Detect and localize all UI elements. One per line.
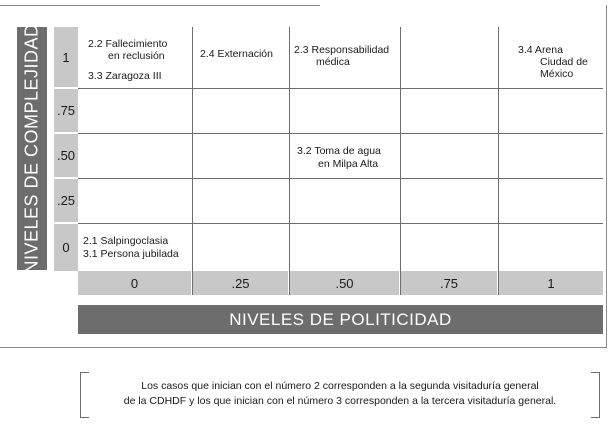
- y-level-050: .50: [54, 134, 78, 177]
- y-axis-title-text: NIVELES DE COMPLEJIDAD: [21, 23, 42, 274]
- grid-row-divider: [78, 223, 603, 224]
- footnote-line1: Los casos que inician con el número 2 corresponden a la segunda visitaduría general: [141, 380, 539, 392]
- frame-bottom-border: [0, 347, 607, 348]
- y-level-1: 1: [54, 27, 78, 87]
- grid-column-divider: [289, 27, 290, 295]
- x-level-075: .75: [401, 271, 497, 295]
- x-level-050: .50: [290, 271, 399, 295]
- case-2-2-line1: 2.2 Fallecimiento: [88, 38, 168, 50]
- grid-column-divider: [498, 27, 499, 295]
- grid-row-divider: [78, 133, 603, 134]
- case-3-3: 3.3 Zaragoza III: [88, 70, 162, 82]
- case-2-4: 2.4 Externación: [200, 48, 273, 60]
- case-2-1: 2.1 Salpingoclasia: [83, 235, 169, 247]
- case-3-2-line1: 3.2 Toma de agua: [297, 145, 381, 157]
- case-3-4-line1: 3.4 Arena: [518, 44, 563, 56]
- x-axis-title: NIVELES DE POLITICIDAD: [78, 305, 603, 334]
- x-level-1: 1: [499, 271, 603, 295]
- y-level-0: 0: [54, 224, 78, 271]
- y-level-025: .25: [54, 179, 78, 222]
- case-2-2-line2: en reclusión: [108, 50, 165, 62]
- grid-column-divider: [192, 27, 193, 295]
- y-axis-title: [17, 23, 47, 274]
- grid-row-divider: [78, 88, 603, 89]
- grid-column-divider: [400, 27, 401, 295]
- x-level-025: .25: [193, 271, 288, 295]
- y-level-075: .75: [54, 89, 78, 132]
- footnote-box: [80, 372, 600, 416]
- footnote-line2: de la CDHDF y los que inician con el número 3 corresponden a la tercera visitaduría general.: [123, 395, 557, 407]
- frame-right-border: [606, 5, 607, 347]
- case-3-2-line2: en Milpa Alta: [318, 158, 379, 170]
- case-2-3-line1: 2.3 Responsabilidad: [294, 44, 390, 56]
- frame-top-border: [0, 5, 320, 6]
- grid-row-divider: [78, 178, 603, 179]
- x-level-0: 0: [78, 271, 191, 295]
- case-2-3-line2: médica: [316, 56, 350, 68]
- case-3-1: 3.1 Persona jubilada: [83, 248, 179, 260]
- case-3-4-line2: Ciudad de: [540, 56, 588, 68]
- case-3-4-line3: México: [540, 68, 574, 80]
